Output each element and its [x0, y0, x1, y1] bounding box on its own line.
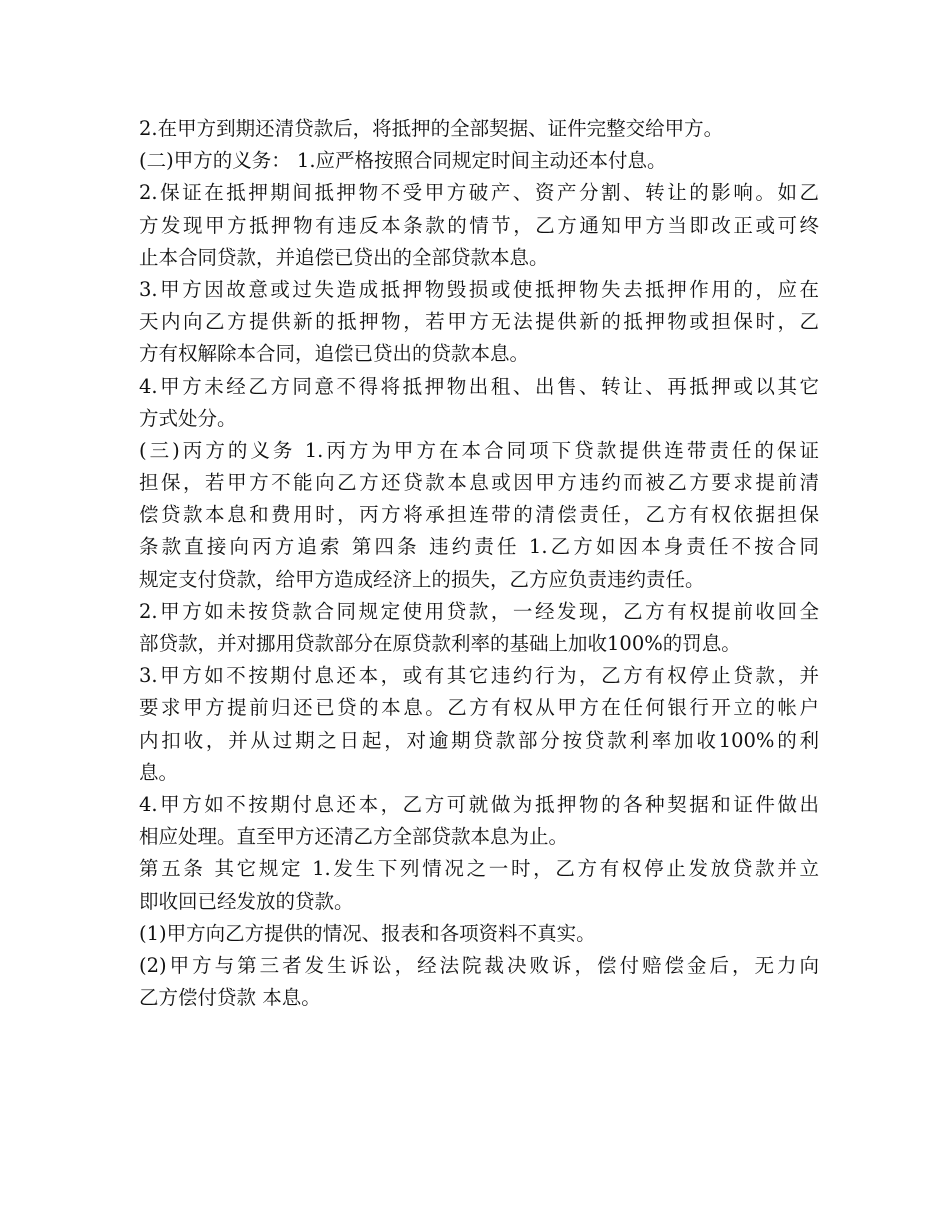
paragraph-line: 息。 — [139, 760, 179, 784]
paragraph-line: 天内向乙方提供新的抵押物，若甲方无法提供新的抵押物或担保时，乙 — [139, 310, 819, 334]
paragraph-line: 乙方偿付贷款 本息。 — [139, 986, 321, 1010]
paragraph-line: 2.保证在抵押期间抵押物不受甲方破产、资产分割、转让的影响。如乙 — [139, 181, 819, 205]
paragraph-line: (二)甲方的义务： 1.应严格按照合同规定时间主动还本付息。 — [139, 149, 667, 173]
paragraph-line: 即收回已经发放的贷款。 — [139, 889, 354, 913]
paragraph-line: 方发现甲方抵押物有违反本条款的情节，乙方通知甲方当即改正或可终 — [139, 213, 819, 237]
paragraph-line: 担保，若甲方不能向乙方还贷款本息或因甲方违约而被乙方要求提前清 — [139, 471, 819, 495]
paragraph-line: 方有权解除本合同，追偿已贷出的贷款本息。 — [139, 342, 530, 366]
paragraph-line: 第五条 其它规定 1.发生下列情况之一时，乙方有权停止发放贷款并立 — [139, 857, 819, 881]
paragraph-line: 3.甲方如不按期付息还本，或有其它违约行为，乙方有权停止贷款，并 — [139, 664, 819, 688]
paragraph-line: 相应处理。直至甲方还清乙方全部贷款本息为止。 — [139, 825, 569, 849]
paragraph-line: 方式处分。 — [139, 406, 237, 430]
paragraph-line: 2.甲方如未按贷款合同规定使用贷款，一经发现，乙方有权提前收回全 — [139, 599, 819, 623]
paragraph-line: 偿贷款本息和费用时，丙方将承担连带的清偿责任，乙方有权依据担保 — [139, 503, 819, 527]
paragraph-line: 3.甲方因故意或过失造成抵押物毁损或使抵押物失去抵押作用的，应在 — [139, 277, 819, 301]
paragraph-line: 2.在甲方到期还清贷款后，将抵押的全部契据、证件完整交给甲方。 — [139, 117, 724, 140]
paragraph-line: (2)甲方与第三者发生诉讼，经法院裁决败诉，偿付赔偿金后，无力向 — [139, 953, 819, 977]
paragraph-line: 内扣收，并从过期之日起，对逾期贷款部分按贷款利率加收100%的利 — [139, 728, 819, 752]
paragraph-line: 规定支付贷款，给甲方造成经济上的损失，乙方应负责违约责任。 — [139, 567, 705, 591]
paragraph-line: 4.甲方未经乙方同意不得将抵押物出租、出售、转让、再抵押或以其它 — [139, 374, 819, 398]
document-body — [139, 113, 819, 1014]
paragraph-line: 要求甲方提前归还已贷的本息。乙方有权从甲方在任何银行开立的帐户 — [139, 696, 819, 720]
paragraph-line: (三)丙方的义务 1.丙方为甲方在本合同项下贷款提供连带责任的保证 — [139, 438, 819, 462]
paragraph-line: 部贷款，并对挪用贷款部分在原贷款利率的基础上加收100%的罚息。 — [139, 632, 741, 655]
paragraph-line: (1)甲方向乙方提供的情况、报表和各项资料不真实。 — [139, 921, 596, 945]
paragraph-line: 4.甲方如不按期付息还本，乙方可就做为抵押物的各种契据和证件做出 — [139, 792, 819, 816]
paragraph-line: 条款直接向丙方追索 第四条 违约责任 1.乙方如因本身责任不按合同 — [139, 535, 819, 559]
paragraph-line: 止本合同贷款，并追偿已贷出的全部贷款本息。 — [139, 245, 549, 269]
